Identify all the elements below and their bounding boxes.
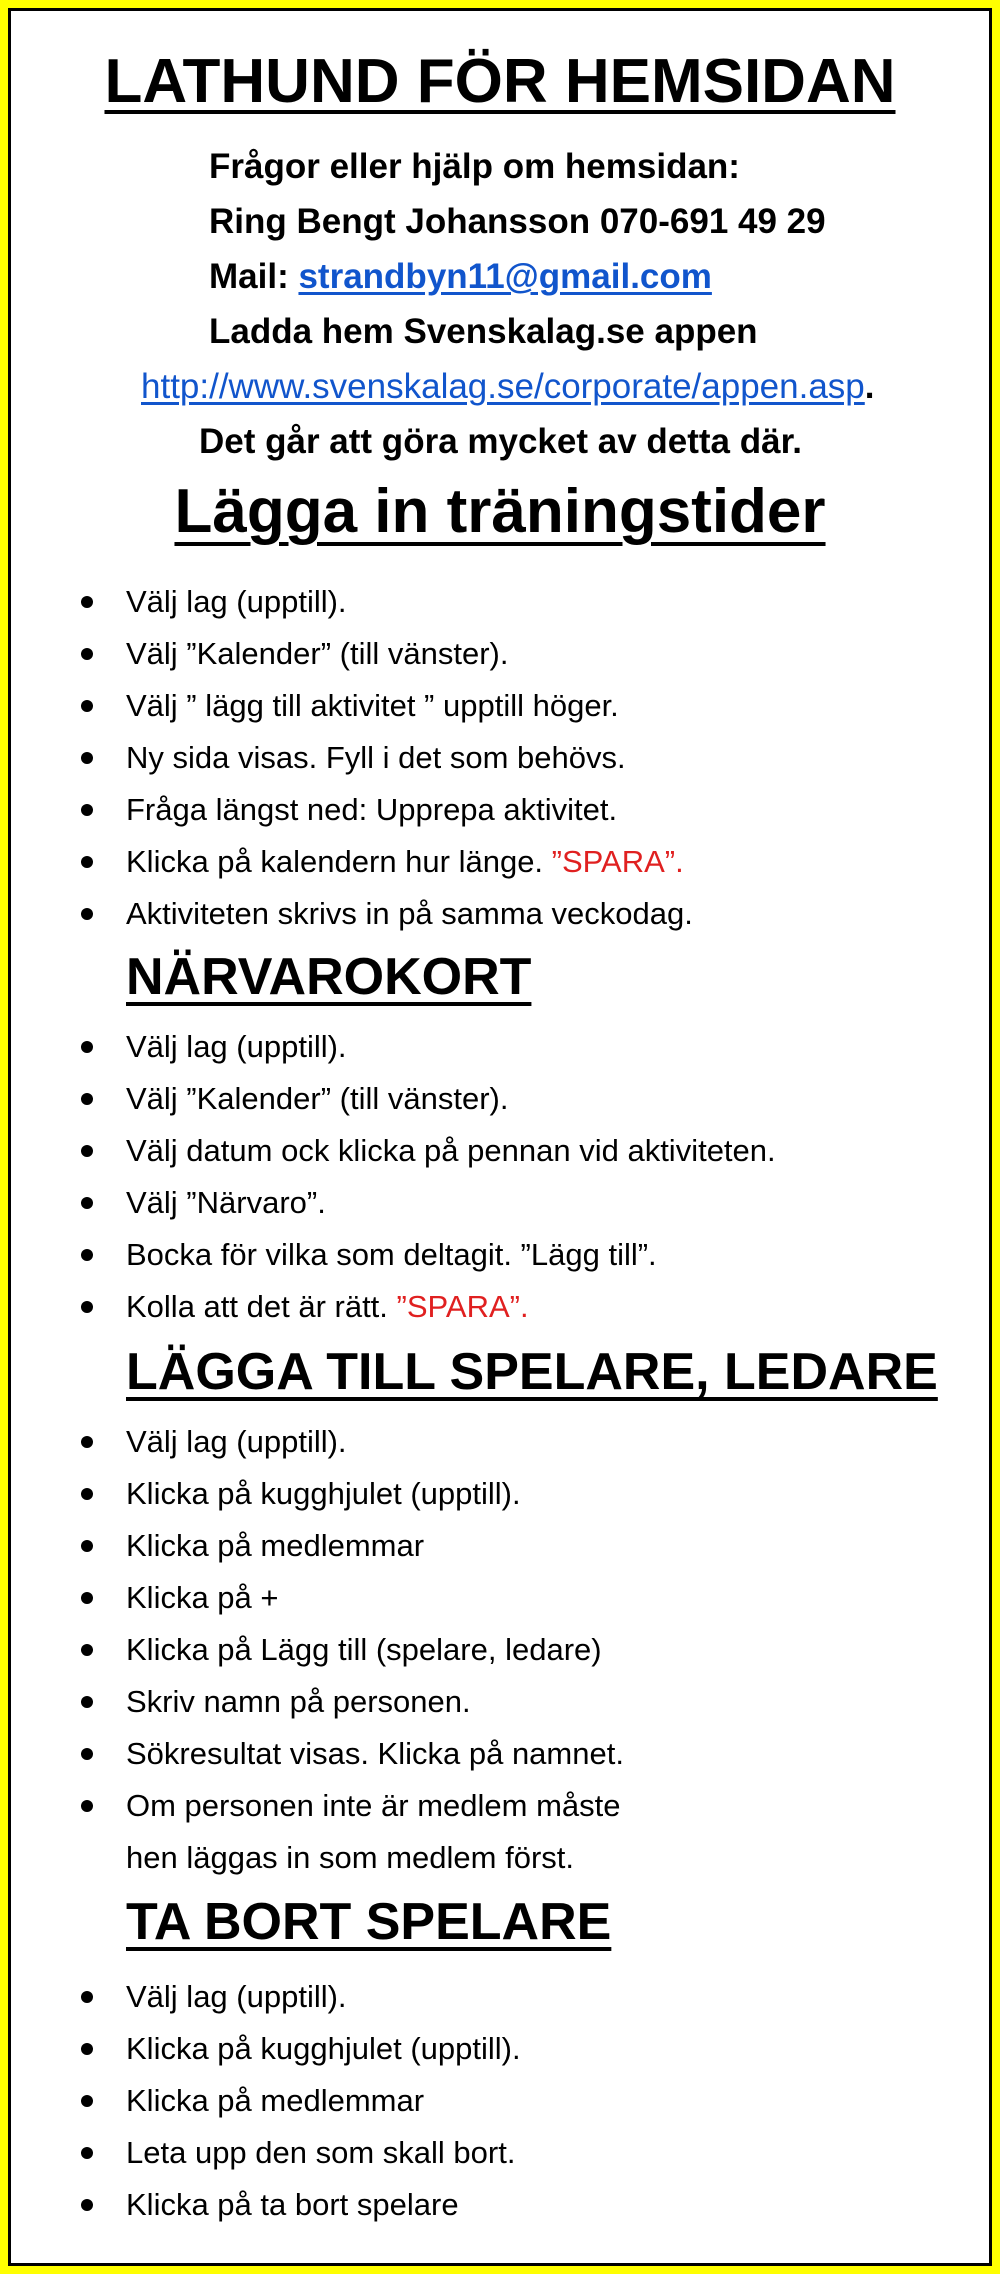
list-item: Välj lag (upptill). (11, 1416, 989, 1468)
list-item: Välj ”Kalender” (till vänster). (11, 628, 989, 680)
list-item: Leta upp den som skall bort. (11, 2127, 989, 2179)
page-title: LATHUND FÖR HEMSIDAN (104, 47, 896, 116)
info-line-note: Det går att göra mycket av detta där. (199, 422, 802, 461)
bullet-icon (81, 1800, 93, 1812)
list-item: Klicka på ta bort spelare (11, 2179, 989, 2231)
bullet-icon (81, 648, 93, 660)
bullet-icon (81, 1197, 93, 1209)
url-suffix: . (864, 367, 875, 406)
bullet-icon (81, 1145, 93, 1157)
info-line-help: Frågor eller hjälp om hemsidan: (209, 147, 740, 186)
bullet-icon (81, 596, 93, 608)
section-heading-training: Lägga in träningstider (174, 477, 826, 546)
bullet-icon (81, 1991, 93, 2003)
list-item: Sökresultat visas. Klicka på namnet. (11, 1728, 989, 1780)
app-url-link[interactable]: http://www.svenskalag.se/corporate/appen.asp (141, 367, 865, 406)
bullet-icon (81, 2095, 93, 2107)
add-players-list (11, 1416, 989, 1884)
info-line-mail (209, 259, 712, 294)
list-item: Klicka på kugghjulet (upptill). (11, 2023, 989, 2075)
spara-highlight: ”SPARA”. (551, 844, 684, 879)
bullet-icon (81, 752, 93, 764)
list-item: Skriv namn på personen. (11, 1676, 989, 1728)
list-item: Klicka på kugghjulet (upptill). (11, 1468, 989, 1520)
list-item: Klicka på Lägg till (spelare, ledare) (11, 1624, 989, 1676)
bullet-icon (81, 1436, 93, 1448)
bullet-icon (81, 2147, 93, 2159)
list-item: Välj lag (upptill). (11, 1971, 989, 2023)
list-item: Klicka på kalendern hur länge. ”SPARA”. (11, 836, 989, 888)
list-item: Välj ”Kalender” (till vänster). (11, 1073, 989, 1125)
bullet-icon (81, 700, 93, 712)
bullet-icon (81, 908, 93, 920)
bullet-icon (81, 1488, 93, 1500)
bullet-icon (81, 1696, 93, 1708)
list-item: Fråga längst ned: Upprepa aktivitet. (11, 784, 989, 836)
list-item: Välj lag (upptill). (11, 576, 989, 628)
list-item: Bocka för vilka som deltagit. ”Lägg till”. (11, 1229, 989, 1281)
list-item: Välj lag (upptill). (11, 1021, 989, 1073)
bullet-icon (81, 1041, 93, 1053)
mail-link[interactable]: strandbyn11@gmail.com (298, 257, 712, 296)
spara-highlight: ”SPARA”. (396, 1289, 529, 1324)
list-item: Klicka på medlemmar (11, 2075, 989, 2127)
section-heading-remove-players: TA BORT SPELARE (126, 1893, 612, 1951)
mail-label: Mail: (209, 257, 289, 296)
attendance-list (11, 1021, 989, 1333)
list-item: Aktiviteten skrivs in på samma veckodag. (11, 888, 989, 940)
info-line-phone: Ring Bengt Johansson 070-691 49 29 (209, 202, 826, 241)
section-heading-attendance: NÄRVAROKORT (126, 948, 532, 1006)
list-item: Om personen inte är medlem måste hen läggas in som medlem först. (11, 1780, 989, 1884)
bullet-icon (81, 856, 93, 868)
remove-players-list (11, 1971, 989, 2231)
bullet-icon (81, 2199, 93, 2211)
bullet-icon (81, 1748, 93, 1760)
list-item: Ny sida visas. Fyll i det som behövs. (11, 732, 989, 784)
list-item: Välj ” lägg till aktivitet ” upptill höger. (11, 680, 989, 732)
list-item: Välj ”Närvaro”. (11, 1177, 989, 1229)
bullet-icon (81, 2043, 93, 2055)
bullet-icon (81, 1093, 93, 1105)
list-item: Klicka på + (11, 1572, 989, 1624)
section-heading-add-players: LÄGGA TILL SPELARE, LEDARE (126, 1343, 938, 1401)
bullet-icon (81, 1540, 93, 1552)
list-item: Klicka på medlemmar (11, 1520, 989, 1572)
bullet-icon (81, 1592, 93, 1604)
bullet-icon (81, 1301, 93, 1313)
list-item: Kolla att det är rätt. ”SPARA”. (11, 1281, 989, 1333)
bullet-icon (81, 804, 93, 816)
bullet-icon (81, 1249, 93, 1261)
bullet-icon (81, 1644, 93, 1656)
info-line-url (141, 369, 875, 404)
training-list (11, 576, 989, 940)
list-item: Välj datum ock klicka på pennan vid aktiviteten. (11, 1125, 989, 1177)
info-line-app: Ladda hem Svenskalag.se appen (209, 312, 758, 351)
document-page (8, 8, 992, 2266)
